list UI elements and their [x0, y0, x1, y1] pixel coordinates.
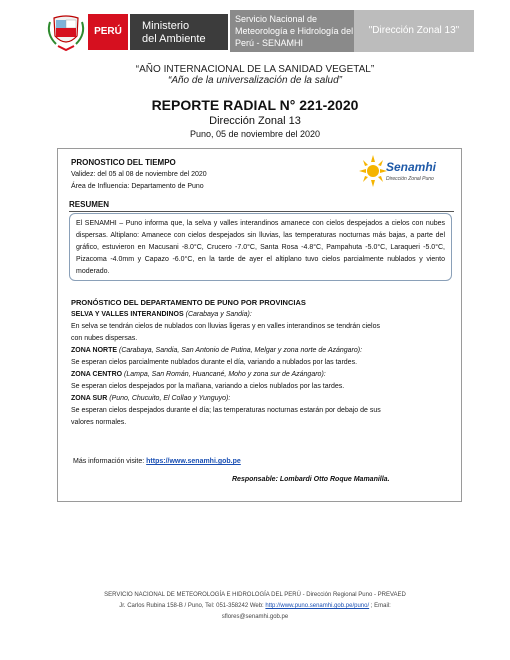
- senamhi-line2: Meteorología e Hidrología del: [235, 26, 354, 36]
- direccion-zonal-badge: "Dirección Zonal 13": [354, 10, 474, 52]
- centro-heading: [71, 369, 326, 381]
- centro-places: (Lampa, San Román, Huancané, Moho y zona sur de Azángaro):: [124, 371, 326, 378]
- footer-line-2: [0, 601, 510, 612]
- sur-text-2: valores normales.: [71, 419, 127, 426]
- ministerio-line2: del Ambiente: [142, 33, 206, 45]
- selva-label: SELVA Y VALLES INTERANDINOS: [71, 311, 184, 318]
- validez-text: Validez: del 05 al 08 de noviembre del 2020: [71, 171, 207, 178]
- selva-text-2: con nubes dispersas.: [71, 335, 138, 342]
- resumen-box: El SENAMHI – Puno informa que, la selva y valles interandinos amanece con cielos despejados a cielos con nubes dispersas. Altiplano: Amanece con cielos despejados sin lluvias, las temperaturas nocturnas más bajas, a parte del gráfico, estuvieron en Macusani -8.0°C, Crucero -7.0°C, Santa Rosa -4.8°C, Pampahuta -5.0°C, Laraqueri -5.0°C, Pizacoma -4.0mm y Capazo -6.0°C, en la tarde de ayer el altiplano tuvo cielos parcialmente nublados y viento moderado.: [69, 213, 452, 281]
- responsable-text: Responsable: Lombardi Otto Roque Mamanilla.: [232, 476, 390, 483]
- info-label: Más información visite:: [73, 458, 145, 465]
- sur-places: (Puno, Chucuito, El Collao y Yunguyo):: [109, 395, 231, 402]
- centro-label: ZONA CENTRO: [71, 371, 123, 378]
- resumen-divider: [69, 211, 454, 212]
- senamhi-logo-text: Senamhi: [386, 160, 437, 174]
- pronostico-heading: PRONOSTICO DEL TIEMPO: [71, 158, 176, 167]
- footer-line-1: SERVICIO NACIONAL DE METEOROLOGÍA E HIDROLOGÍA DEL PERÚ - Dirección Regional Puno - PREVAED: [104, 592, 406, 598]
- info-line: [73, 456, 241, 468]
- centro-text: Se esperan cielos despejados por la mañana, variando a cielos nublados por las tardes.: [71, 383, 345, 390]
- selva-places: (Carabaya y Sandia):: [185, 311, 252, 318]
- motto-line-2: “Año de la universalización de la salud”: [168, 75, 342, 86]
- footer-email: sflores@senamhi.gob.pe: [221, 614, 289, 620]
- footer-address: Jr. Carlos Rubina 158-B / Puno, Tel: 051-358242 Web:: [119, 603, 266, 609]
- ministerio-badge: [130, 14, 228, 50]
- norte-label: ZONA NORTE: [71, 347, 118, 354]
- report-subtitle: Dirección Zonal 13: [209, 115, 301, 127]
- report-date: Puno, 05 de noviembre del 2020: [189, 129, 321, 139]
- report-title: REPORTE RADIAL N° 221-2020: [151, 97, 359, 113]
- senamhi-line3: Perú - SENAMHI: [235, 38, 304, 48]
- footer-web-link[interactable]: http://www.puno.senamhi.gob.pe/puno/: [265, 603, 370, 609]
- footer-email-label: ; Email:: [369, 603, 391, 609]
- ministerio-line1: Ministerio: [142, 20, 190, 32]
- peru-badge: PERÚ: [88, 14, 128, 50]
- peru-coat-of-arms-icon: [44, 12, 88, 52]
- senamhi-website-link[interactable]: https://www.senamhi.gob.pe: [146, 458, 241, 465]
- sur-text-1: Se esperan cielos despejados durante el día; las temperaturas nocturnas estarán por debajo de sus: [71, 407, 381, 414]
- senamhi-logo-subtext: Dirección Zonal Puno: [386, 176, 434, 182]
- area-text: Área de Influencia: Departamento de Puno: [71, 183, 204, 190]
- motto-line-1: “AÑO INTERNACIONAL DE LA SANIDAD VEGETAL”: [135, 64, 375, 75]
- selva-text-1: En selva se tendrán cielos de nublados con lluvias ligeras y en valles interandinos se tendrán cielos: [71, 323, 380, 330]
- norte-heading: [71, 345, 362, 357]
- selva-heading: [71, 309, 252, 321]
- sur-heading: [71, 393, 230, 405]
- senamhi-line1: Servicio Nacional de: [235, 14, 318, 24]
- norte-text: Se esperan cielos parcialmente nublados durante el día, variando a nublados por las tardes.: [71, 359, 358, 366]
- resumen-heading: RESUMEN: [69, 200, 110, 209]
- senamhi-sun-icon: [358, 154, 388, 188]
- provincias-heading: PRONÓSTICO DEL DEPARTAMENTO DE PUNO POR PROVINCIAS: [71, 298, 306, 307]
- norte-places: (Carabaya, Sandia, San Antonio de Putina, Melgar y zona norte de Azángaro):: [118, 347, 363, 354]
- senamhi-badge: [230, 10, 354, 52]
- sur-label: ZONA SUR: [71, 395, 108, 402]
